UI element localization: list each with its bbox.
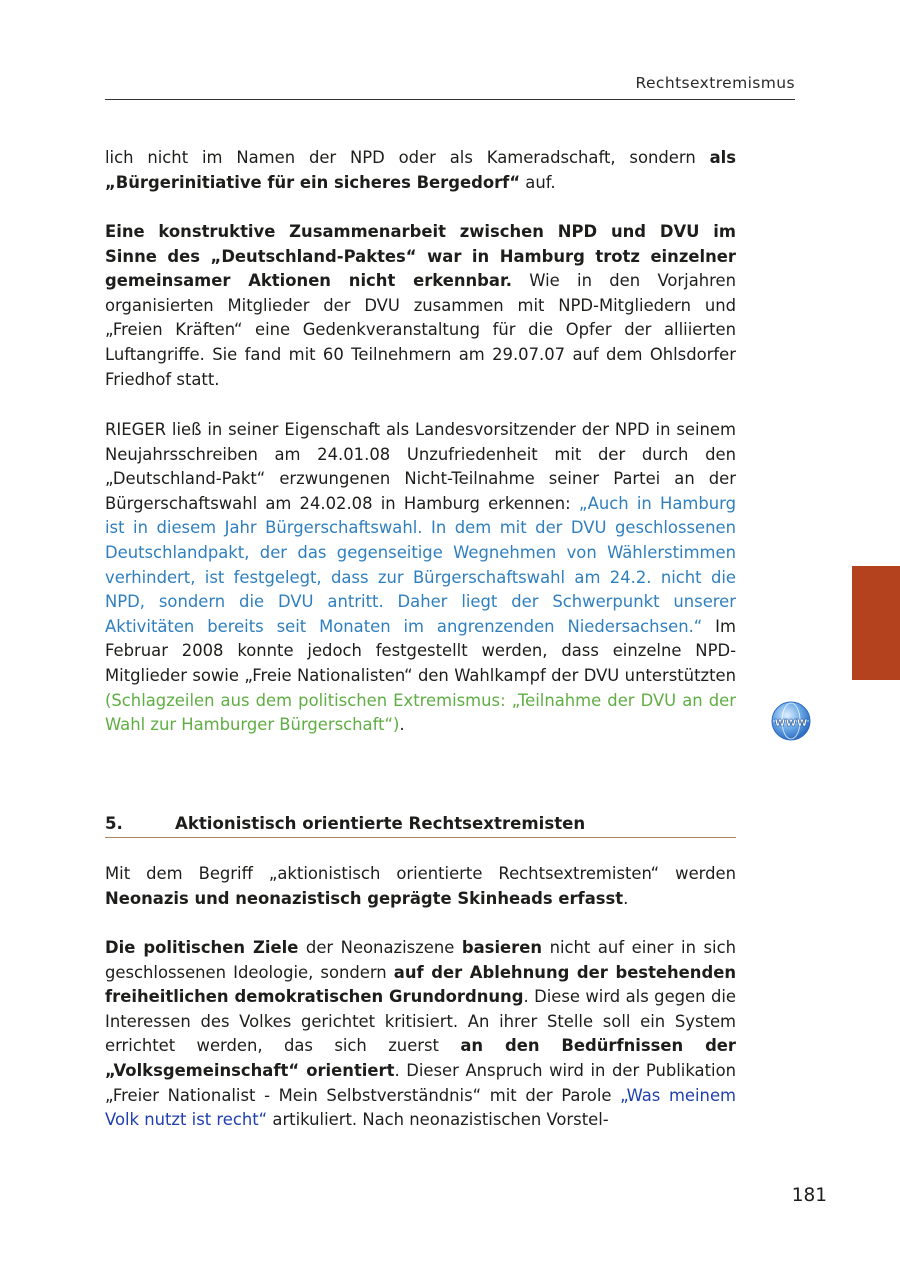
p4-text-a: Mit dem Begriff „aktionistisch orientierte Rechtsextremisten“ werden (105, 864, 736, 883)
p4-bold: Neonazis und neonazistisch geprägte Skinheads erfasst (105, 888, 624, 908)
header-rule (105, 99, 795, 100)
p5-parole-link[interactable]: „Was meinem Volk nutzt ist recht“ (105, 1085, 736, 1130)
p5-text-b: der Neonaziszene (298, 938, 462, 957)
p4-text-c: . (623, 888, 629, 908)
www-globe-icon[interactable] (771, 701, 811, 741)
section-title: Aktionistisch orientierte Rechtsextremisten (175, 814, 586, 833)
p5-bold-c: basieren (461, 938, 543, 957)
p2-bold: Eine konstruktive Zusammenarbeit zwischen NPD und DVU im Sinne des „Deutschland-Paktes“ war in Hamburg trotz einzelner gemeinsamer Aktionen nicht erkennbar. (105, 222, 736, 291)
p1-text-c: auf. (520, 172, 556, 192)
p5-text-f: . Diese wird als gegen die Interessen des Volkes gerichtet kritisiert. An ihrer Stelle soll ein System errichtet werden, das sich zuerst (105, 987, 736, 1056)
page-number: 181 (791, 1185, 827, 1206)
p3-text-a: RIEGER ließ in seiner Eigenschaft als Landesvorsitzender der NPD in seinem Neujahrsschreiben am 24.01.08 Unzufriedenheit mit der durch den „Deutschland-Pakt“ erzwungenen Nicht-Teilnahme seiner Partei an der Bürgerschaftswahl am 24.02.08 in Hamburg erkennen: (105, 420, 736, 513)
p5-bold-g: an den Bedürfnissen der „Volksgemeinschaft“ orientiert (105, 1036, 736, 1080)
section-rule (105, 837, 736, 838)
paragraph-politische-ziele (105, 936, 736, 1133)
p2-text: Wie in den Vorjahren organisierten Mitglieder der DVU zusammen mit NPD-Mitgliedern und „Freien Kräften“ eine Gedenkveranstaltung für die Opfer der alliierten Luftangriffe. Sie fand mit 60 Teilnehmern am 29.07.07 auf dem Ohlsdorfer Friedhof statt. (105, 271, 736, 389)
paragraph-rieger (105, 418, 736, 738)
p3-text-b: Im Februar 2008 konnte jedoch festgestellt werden, dass einzelne NPD-Mitglieder sowie „Freie Nationalisten“ den Wahlkampf der DVU unterstützten (105, 616, 736, 685)
paragraph-deutschland-pakt (105, 220, 736, 392)
www-label: www (774, 715, 808, 729)
p5-text-d: nicht auf einer in sich geschlossenen Ideologie, sondern (105, 938, 736, 982)
paragraph-bergedorf (105, 146, 736, 195)
p5-bold-e: auf der Ablehnung der bestehenden freiheitlichen demokratischen Grundordnung (105, 962, 736, 1007)
p1-bold: als „Bürgerinitiative für ein sicheres Bergedorf“ (105, 148, 736, 192)
p5-bold-a: Die politischen Ziele (105, 938, 299, 957)
p3-headline-link[interactable]: (Schlagzeilen aus dem politischen Extremismus: „Teilnahme der DVU an der Wahl zur Hamburger Bürgerschaft“) (105, 690, 736, 735)
p3-text-c: . (399, 715, 405, 735)
section-heading (105, 814, 736, 838)
p3-quote: „Auch in Hamburg ist in diesem Jahr Bürgerschaftswahl. In dem mit der DVU geschlossenen Deutschlandpakt, der das gegenseitige Wegnehmen von Wählerstimmen verhindert, ist festgelegt, dass zur Bürgerschaftswahl am 24.2. nicht die NPD, sondern die DVU antritt. Daher liegt der Schwerpunkt unserer Aktivitäten bereits seit Monaten im angrenzenden Niedersachsen.“ (105, 493, 736, 636)
chapter-side-tab (852, 566, 900, 680)
p5-text-h: . Dieser Anspruch wird in der Publikation „Freier Nationalist - Mein Selbstverständnis“ mit der Parole (105, 1060, 736, 1105)
running-header: Rechtsextremismus (635, 74, 795, 92)
paragraph-begriff (105, 862, 736, 911)
section-number: 5. (105, 814, 123, 833)
p5-text-i: artikuliert. Nach neonazistischen Vorstel- (267, 1110, 609, 1130)
p1-text-a: lich nicht im Namen der NPD oder als Kameradschaft, sondern (105, 148, 710, 167)
